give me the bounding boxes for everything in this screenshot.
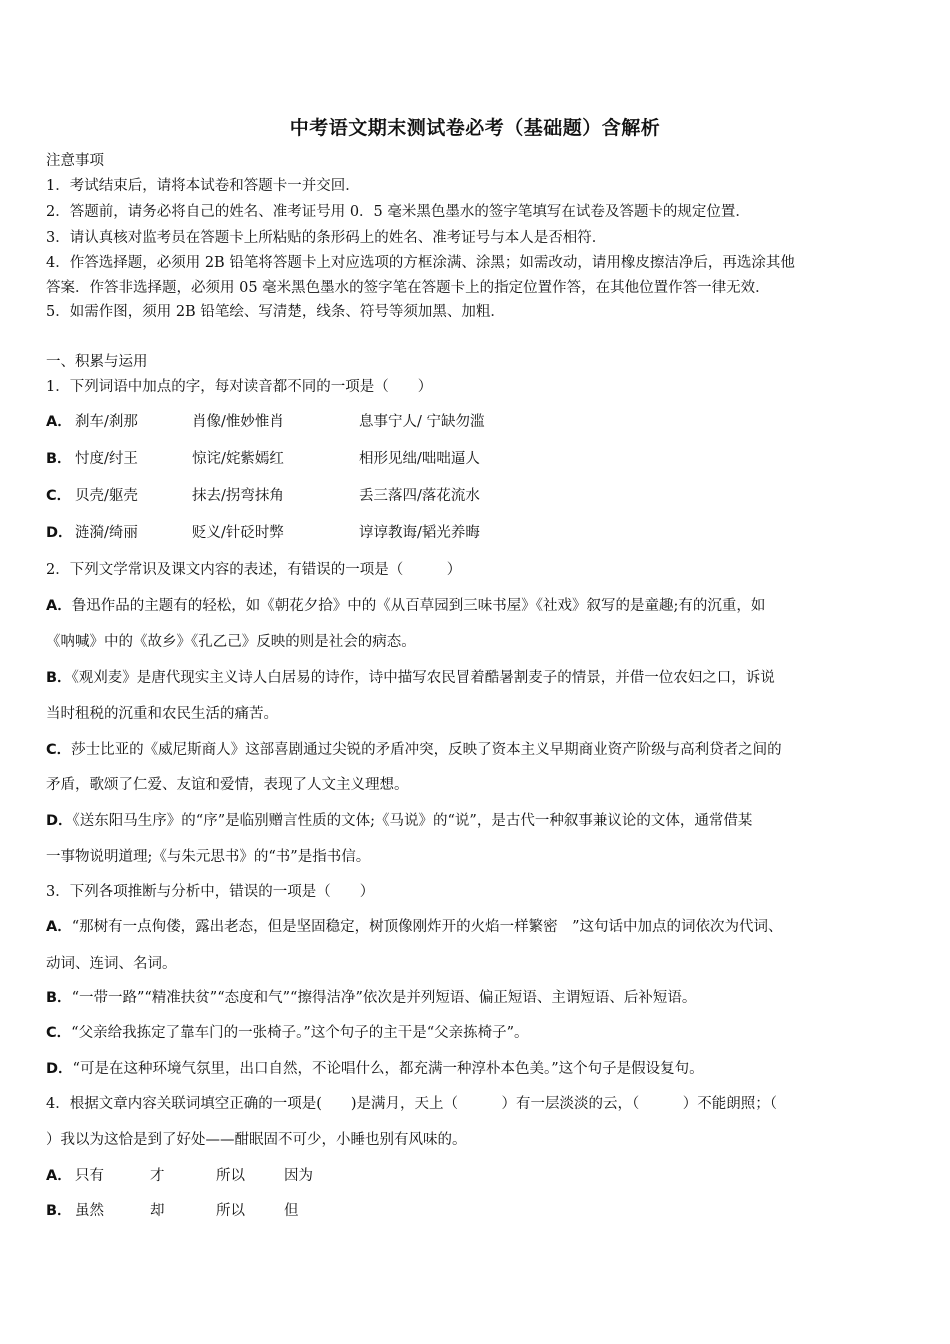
option-word-pair: 息事宁人/ 宁缺勿滥 (359, 414, 485, 430)
notice-item: 4．作答选择题，必须用 2B 铅笔将答题卡上对应选项的方框涂满、涂黑；如需改动，请用橡皮擦洁净后，再选涂其他 (46, 255, 795, 271)
q3-option-line (46, 954, 177, 974)
option-word-pair: 刹车/刹那 (75, 414, 138, 430)
notice-item: 3．请认真核对监考员在答题卡上所粘贴的条形码上的姓名、准考证号与本人是否相符． (46, 230, 607, 246)
q2-option-line (46, 704, 278, 724)
notice-item: 5．如需作图，须用 2B 铅笔绘、写清楚，线条、符号等须加黑、加粗． (46, 304, 505, 320)
option-text: “那树有一点佝偻，露出老态，但是坚固稳定，树顶像刚炸开的火焰一样繁密 ”这句话中加点的词依次为代词、 (71, 919, 783, 935)
option-word-pair: 丢三落四/落花流水 (359, 488, 480, 504)
option-word: 虽然 (75, 1203, 104, 1219)
option-label: B． (46, 990, 72, 1006)
document-title: 中考语文期末测试卷必考（基础题）含解析 (289, 117, 661, 139)
option-text: 《观刈麦》是唐代现实主义诗人白居易的诗作，诗中描写农民冒着酷暑割麦子的情景，并借一位农妇之口，诉说 (71, 670, 775, 686)
option-word-pair: 忖度/纣王 (75, 451, 138, 467)
option-word-pair: 相形见绌/咄咄逼人 (359, 451, 480, 467)
question-4-stem: 4．根据文章内容关联词填空正确的一项是( )是满月，天上（ ）有一层淡淡的云，（ ）不能朗照；（ (46, 1096, 778, 1112)
q2-option-line (46, 632, 416, 652)
notice-heading: 注意事项 (46, 153, 104, 169)
option-label: B． (46, 451, 72, 467)
question-4-stem-continued: ）我以为这恰是到了好处——酣眠固不可少，小睡也别有风味的。 (46, 1132, 467, 1148)
q3-option-line (46, 917, 783, 937)
option-text: “父亲给我拣定了靠车门的一张椅子。”这个句子的主干是“父亲拣椅子”。 (71, 1025, 529, 1041)
question-2-stem: 2．下列文学常识及课文内容的表述，有错误的一项是（ ） (46, 562, 462, 578)
option-word: 才 (150, 1168, 165, 1184)
option-label: D． (46, 525, 73, 541)
option-label: C． (46, 488, 72, 504)
q2-option-line (46, 811, 752, 831)
option-label: B． (46, 1203, 72, 1219)
q2-option-line (46, 847, 370, 867)
option-label: A． (46, 1168, 72, 1184)
q2-option-line (46, 775, 409, 795)
option-text: “一带一路”“精准扶贫”“态度和气”“擦得洁净”依次是并列短语、偏正短语、主谓短语、后补短语。 (71, 990, 697, 1006)
option-label: D． (46, 813, 73, 829)
option-word: 所以 (216, 1168, 245, 1184)
q3-option-line (46, 1023, 529, 1043)
option-text: 动词、连词、名词。 (46, 956, 177, 972)
option-word-pair: 贬义/针砭时弊 (192, 525, 284, 541)
option-label: A． (46, 598, 72, 614)
option-label: C． (46, 742, 72, 758)
question-1-stem: 1．下列词语中加点的字，每对读音都不同的一项是（ ） (46, 379, 433, 395)
option-word: 却 (150, 1203, 165, 1219)
option-word-pair: 贝壳/躯壳 (75, 488, 138, 504)
option-word: 只有 (75, 1168, 104, 1184)
option-text: 莎士比亚的《威尼斯商人》这部喜剧通过尖锐的矛盾冲突，反映了资本主义早期商业资产阶级与高利贷者之间的 (71, 742, 782, 758)
option-text: “可是在这种环境气氛里，出口自然，不论唱什么，都充满一种淳朴本色美。”这个句子是假设复句。 (72, 1061, 704, 1077)
option-text: 《呐喊》中的《故乡》《孔乙己》反映的则是社会的病态。 (46, 634, 416, 650)
section-heading: 一、积累与运用 (46, 354, 148, 370)
option-label: A． (46, 414, 72, 430)
q3-option-line (46, 1059, 704, 1079)
q2-option-line (46, 668, 775, 688)
notice-item: 2．答题前，请务必将自己的姓名、准考证号用 0．5 毫米黑色墨水的签字笔填写在试卷及答题卡的规定位置． (46, 204, 750, 220)
option-word-pair: 肖像/惟妙惟肖 (192, 414, 284, 430)
notice-item: 答案．作答非选择题，必须用 05 毫米黑色墨水的签字笔在答题卡上的指定位置作答，在其他位置作答一律无效． (46, 280, 770, 296)
notice-item: 1．考试结束后，请将本试卷和答题卡一并交回． (46, 178, 360, 194)
option-word-pair: 谆谆教诲/韬光养晦 (359, 525, 480, 541)
option-word: 因为 (284, 1168, 313, 1184)
option-word-pair: 抹去/拐弯抹角 (192, 488, 284, 504)
question-3-stem: 3．下列各项推断与分析中，错误的一项是（ ） (46, 884, 375, 900)
option-text: 《送东阳马生序》的“序”是临别赠言性质的文体;《马说》的“说”，是古代一种叙事兼议论的文体，通常借某 (72, 813, 753, 829)
option-word: 所以 (216, 1203, 245, 1219)
option-text: 当时租税的沉重和农民生活的痛苦。 (46, 706, 278, 722)
option-label: D． (46, 1061, 73, 1077)
q2-option-line (46, 596, 765, 616)
option-label: C． (46, 1025, 72, 1041)
q3-option-line (46, 988, 696, 1008)
option-word: 但 (284, 1203, 299, 1219)
option-text: 一事物说明道理;《与朱元思书》的“书”是指书信。 (46, 849, 371, 865)
option-label: B． (46, 670, 72, 686)
option-label: A． (46, 919, 72, 935)
option-word-pair: 惊诧/姹紫嫣红 (192, 451, 284, 467)
option-word-pair: 涟漪/绮丽 (75, 525, 138, 541)
option-text: 矛盾，歌颂了仁爱、友谊和爱情，表现了人文主义理想。 (46, 777, 409, 793)
option-text: 鲁迅作品的主题有的轻松，如《朝花夕拾》中的《从百草园到三味书屋》《社戏》叙写的是童趣;有的沉重，如 (71, 598, 766, 614)
q2-option-line (46, 740, 782, 760)
